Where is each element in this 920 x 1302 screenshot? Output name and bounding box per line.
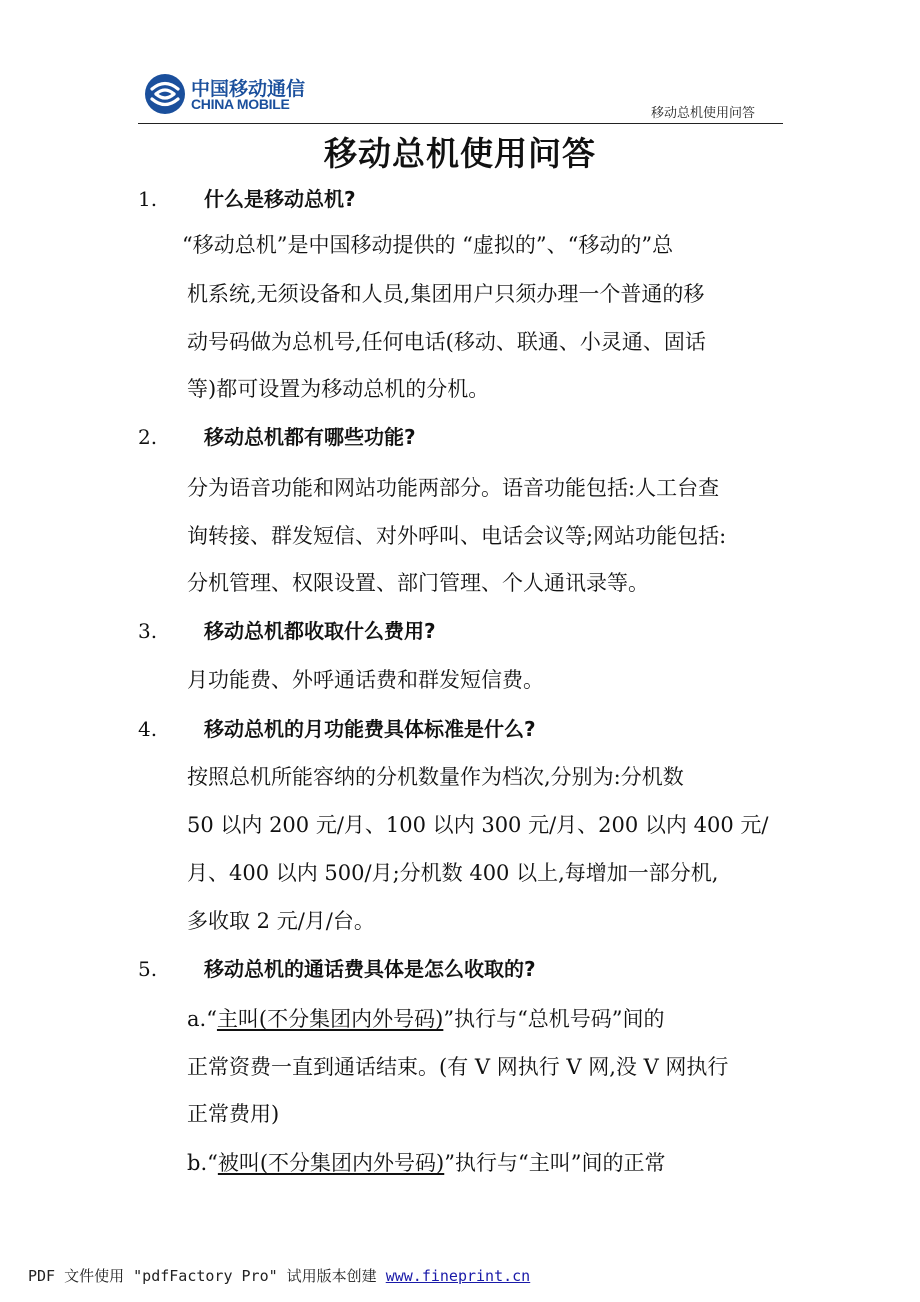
answer-line: 50 以内 200 元/月、100 以内 300 元/月、200 以内 400 元/ xyxy=(187,813,769,837)
answer-line: 询转接、群发短信、对外呼叫、电话会议等;网站功能包括: xyxy=(187,524,727,548)
running-header-title: 移动总机使用问答 xyxy=(650,106,755,121)
question-number: 5. xyxy=(138,957,158,981)
footer-link[interactable]: www.fineprint.cn xyxy=(385,1267,531,1285)
question-4 xyxy=(138,712,536,746)
item-b-underlined: 被叫(不分集团内外号码) xyxy=(217,1151,445,1175)
question-text: 移动总机都有哪些功能? xyxy=(204,425,416,449)
answer-line: “移动总机”是中国移动提供的 “虚拟的”、“移动的”总 xyxy=(182,233,674,257)
answer-line: 正常资费一直到通话结束。(有 V 网执行 V 网,没 V 网执行 xyxy=(187,1055,729,1079)
answer-item-a xyxy=(187,1001,665,1037)
answer-line: 机系统,无须设备和人员,集团用户只须办理一个普通的移 xyxy=(187,282,705,306)
footer-text: PDF 文件使用 "pdfFactory Pro" 试用版本创建 xyxy=(28,1267,377,1285)
item-a-suffix: ”执行与“总机号码”间的 xyxy=(443,1007,665,1031)
question-5 xyxy=(138,952,536,986)
question-text: 移动总机都收取什么费用? xyxy=(204,619,436,643)
answer-line: 分机管理、权限设置、部门管理、个人通讯录等。 xyxy=(187,571,649,595)
item-a-prefix: a.“ xyxy=(187,1007,217,1031)
answer-line: 分为语音功能和网站功能两部分。语音功能包括:人工台查 xyxy=(187,476,720,500)
item-b-prefix: b.“ xyxy=(187,1151,218,1175)
question-3 xyxy=(138,614,436,648)
pdf-footer xyxy=(28,1265,530,1286)
question-1 xyxy=(138,182,356,216)
china-mobile-logo-icon xyxy=(143,72,187,116)
question-text: 什么是移动总机? xyxy=(204,187,356,211)
answer-line: 动号码做为总机号,任何电话(移动、联通、小灵通、固话 xyxy=(187,330,706,354)
answer-line: 月功能费、外呼通话费和群发短信费。 xyxy=(187,668,544,692)
logo-text-cn: 中国移动通信 xyxy=(191,78,306,100)
answer-item-b xyxy=(187,1145,665,1181)
question-number: 3. xyxy=(138,619,158,643)
question-text: 移动总机的通话费具体是怎么收取的? xyxy=(204,957,536,981)
item-a-underlined: 主叫(不分集团内外号码) xyxy=(216,1007,444,1031)
question-text: 移动总机的月功能费具体标准是什么? xyxy=(204,717,536,741)
page-title: 移动总机使用问答 xyxy=(324,134,596,173)
item-b-suffix: ”执行与“主叫”间的正常 xyxy=(444,1151,666,1175)
answer-line: 按照总机所能容纳的分机数量作为档次,分别为:分机数 xyxy=(187,765,684,789)
answer-line: 正常费用) xyxy=(187,1102,280,1126)
question-2 xyxy=(138,420,416,454)
answer-line: 等)都可设置为移动总机的分机。 xyxy=(187,377,490,401)
china-mobile-logo xyxy=(143,72,306,118)
answer-line: 月、400 以内 500/月;分机数 400 以上,每增加一部分机, xyxy=(187,861,719,885)
question-number: 1. xyxy=(138,187,158,211)
question-number: 4. xyxy=(138,717,158,741)
answer-line: 多收取 2 元/月/台。 xyxy=(187,909,375,933)
header-divider xyxy=(138,123,783,124)
question-number: 2. xyxy=(138,425,158,449)
logo-text-en: CHINA MOBILE xyxy=(191,96,290,112)
